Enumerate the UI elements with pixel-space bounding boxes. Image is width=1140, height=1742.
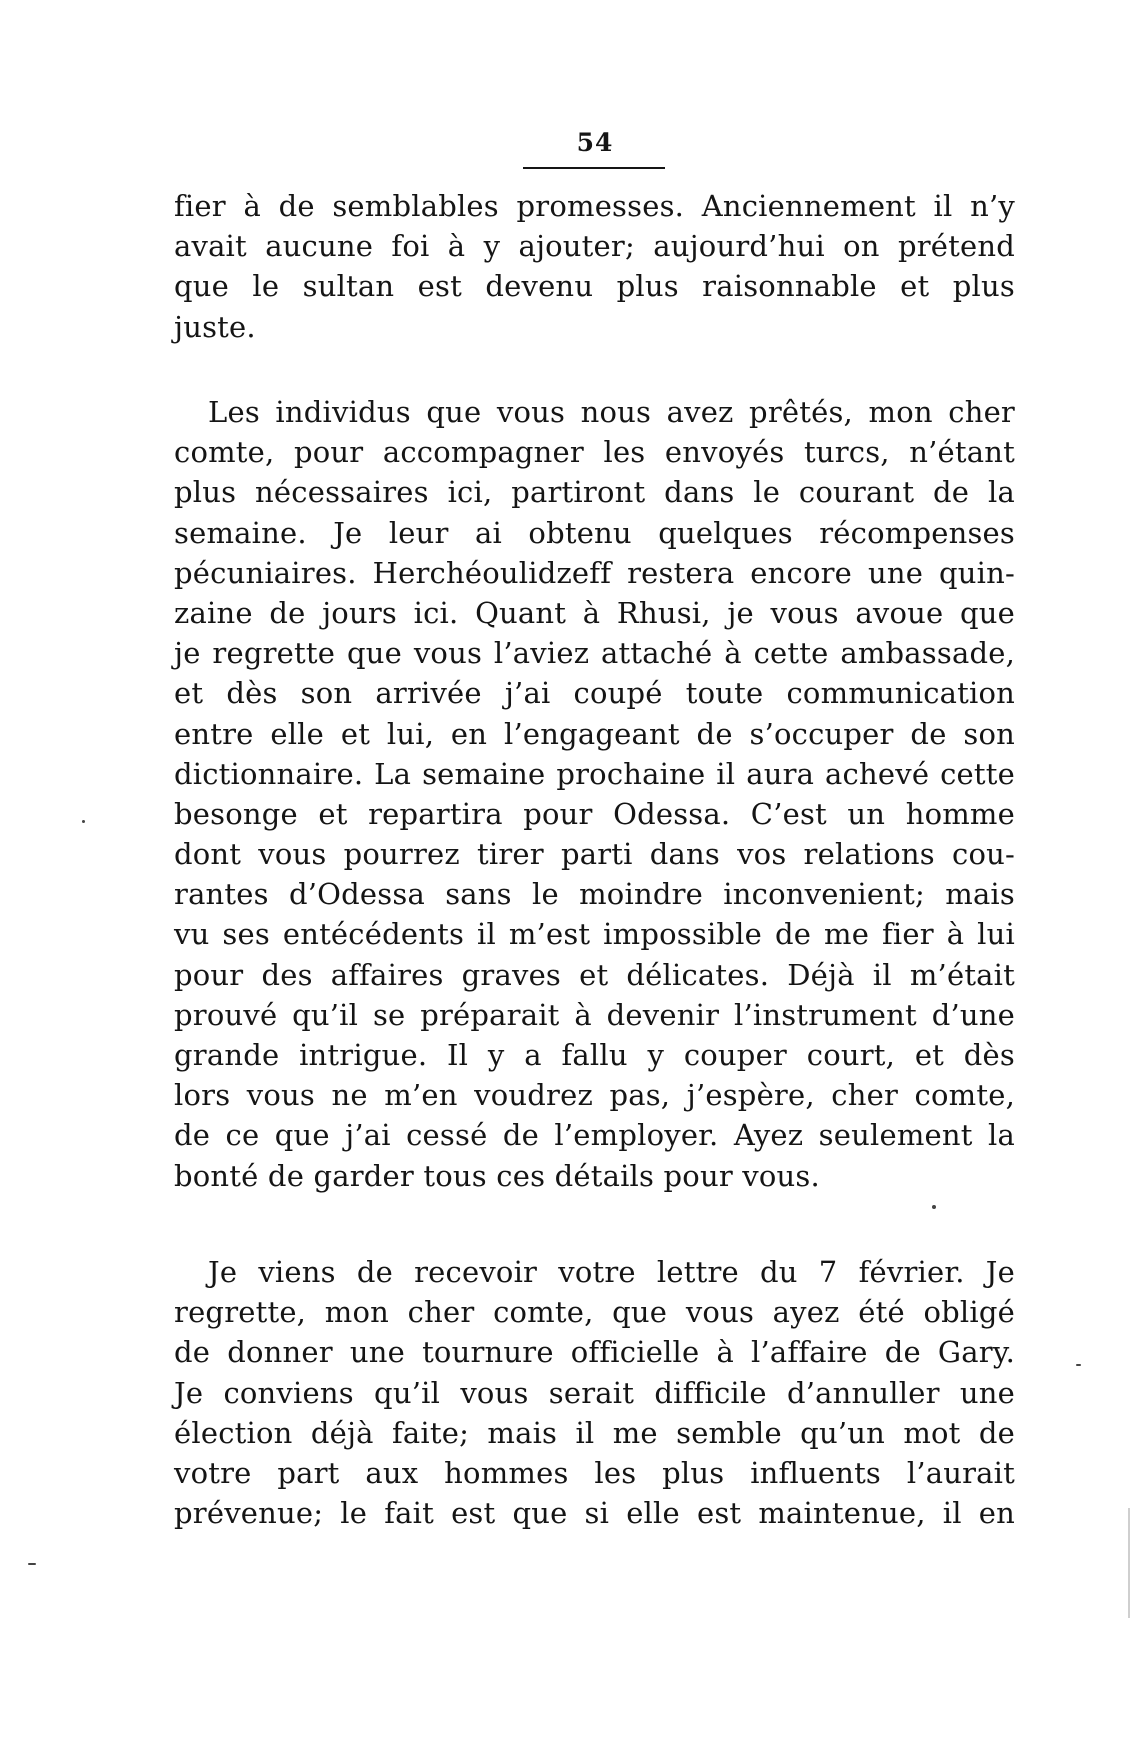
text-line: avait aucune foi à y ajouter; aujourd’hui on prétend (174, 229, 1015, 264)
text-line: Les individus que vous nous avez prêtés, mon cher (208, 395, 1015, 429)
text-line: fier à de semblables promesses. Anciennement il n’y (174, 189, 1015, 223)
text-line: plus nécessaires ici, partiront dans le courant de la (174, 475, 1015, 510)
text-line: bonté de garder tous ces détails pour vous. (174, 1158, 820, 1193)
paragraph-1 (174, 186, 1015, 347)
text-line: entre elle et lui, en l’engageant de s’occuper de son (174, 716, 1015, 751)
text-line: zaine de jours ici. Quant à Rhusi, je vous avoue que (174, 595, 1015, 630)
text-line: comte, pour accompagner les envoyés turcs, n’étant (174, 435, 1015, 470)
text-line: grande intrigue. Il y a fallu y couper court, et dès (174, 1038, 1015, 1072)
text-line: lors vous ne m’en voudrez pas, j’espère, cher comte, (174, 1078, 1015, 1113)
scan-speck (28, 1563, 36, 1565)
text-line: élection déjà faite; mais il me semble qu’un mot de (174, 1415, 1015, 1450)
text-line: rantes d’Odessa sans le moindre inconvenient; mais (174, 877, 1015, 912)
scan-speck (1076, 1364, 1081, 1366)
text-line: Je viens de recevoir votre lettre du 7 février. Je (208, 1255, 1015, 1289)
text-line: semaine. Je leur ai obtenu quelques récompenses (174, 515, 1015, 550)
scan-edge-mark (1128, 1508, 1130, 1618)
text-line: votre part aux hommes les plus influents l’aurait (174, 1455, 1015, 1490)
text-line: pour des affaires graves et délicates. Déjà il m’était (174, 957, 1015, 992)
text-line: pécuniaires. Herchéoulidzeff restera encore une quin- (174, 555, 1015, 590)
text-line: que le sultan est devenu plus raisonnable et plus (174, 269, 1015, 304)
scan-speck (932, 1205, 936, 1209)
text-line: besonge et repartira pour Odessa. C’est un homme (174, 796, 1015, 831)
text-line: regrette, mon cher comte, que vous ayez été obligé (174, 1295, 1015, 1330)
paragraph-3 (174, 1252, 1015, 1533)
page-number: 54 (576, 128, 614, 157)
text-line: de donner une tournure officielle à l’affaire de Gary. (174, 1335, 1015, 1370)
text-line: Je conviens qu’il vous serait difficile d’annuller une (174, 1375, 1015, 1410)
scan-speck (82, 820, 85, 823)
text-line: je regrette que vous l’aviez attaché à cette ambassade, (174, 636, 1015, 671)
text-line: vu ses entécédents il m’est impossible de me fier à lui (174, 917, 1015, 952)
text-line: prouvé qu’il se préparait à devenir l’instrument d’une (174, 997, 1015, 1032)
page-number-rule (523, 167, 665, 169)
text-line: de ce que j’ai cessé de l’employer. Ayez seulement la (174, 1118, 1015, 1153)
text-line: prévenue; le fait est que si elle est maintenue, il en (174, 1496, 1015, 1531)
text-line: dictionnaire. La semaine prochaine il aura achevé cette (174, 756, 1015, 791)
text-line: dont vous pourrez tirer parti dans vos relations cou- (174, 837, 1015, 872)
text-line: juste. (174, 309, 256, 344)
text-line: et dès son arrivée j’ai coupé toute communication (174, 676, 1015, 711)
paragraph-2 (174, 392, 1015, 1196)
